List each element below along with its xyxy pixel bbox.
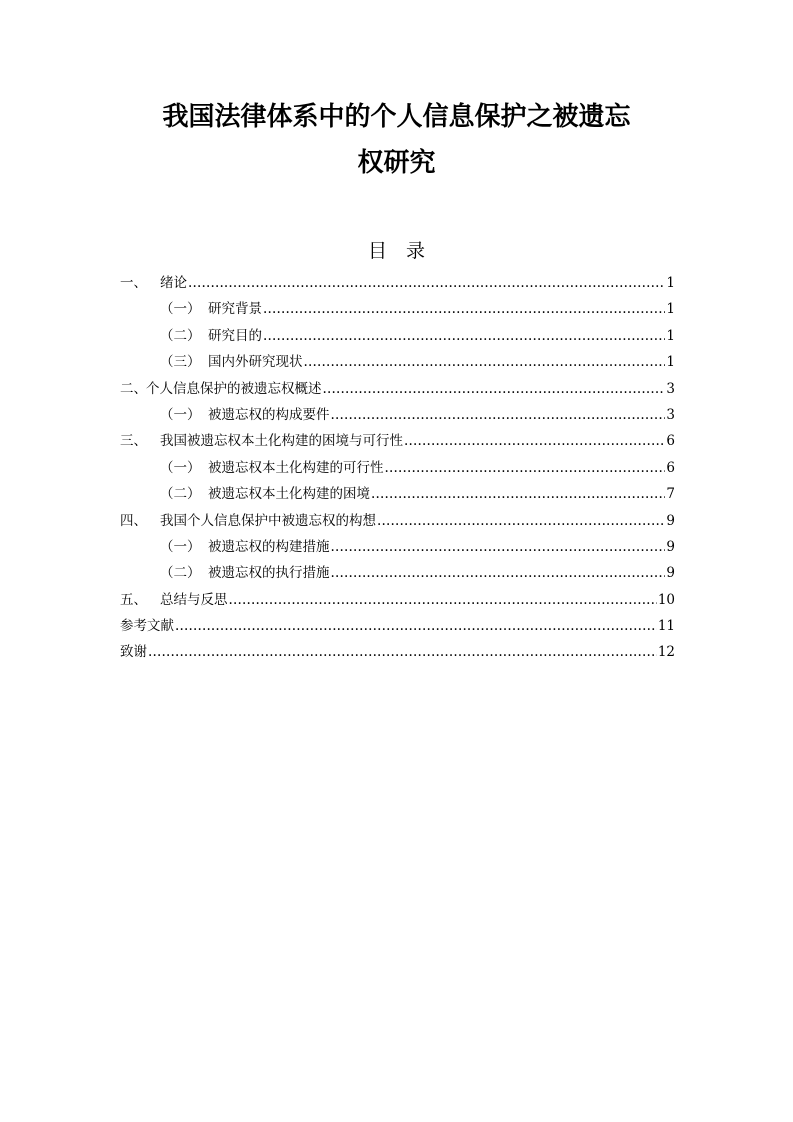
toc-entry-title: 我国被遗忘权本土化构建的困境与可行性 xyxy=(160,433,403,450)
toc-leader-dots xyxy=(385,455,666,481)
toc-entry-title: 被遗忘权的构成要件 xyxy=(208,406,330,423)
toc-entry[interactable] xyxy=(120,481,675,507)
toc-entry[interactable] xyxy=(120,296,675,322)
toc-entry[interactable] xyxy=(120,349,675,375)
toc-entry-number: （二） xyxy=(160,327,201,344)
toc-entry-page: 6 xyxy=(666,433,675,450)
toc-entry[interactable] xyxy=(120,534,675,560)
toc-entry-page: 3 xyxy=(666,380,675,397)
toc-entry-title: 致谢 xyxy=(120,644,147,661)
table-of-contents xyxy=(120,270,675,666)
toc-leader-dots xyxy=(331,402,666,428)
toc-entry-page: 1 xyxy=(666,327,675,344)
toc-entry-page: 1 xyxy=(666,301,675,318)
toc-entry-number: （三） xyxy=(160,354,201,371)
toc-leader-dots xyxy=(263,323,665,349)
toc-entry-number: （一） xyxy=(160,301,201,318)
toc-entry-title: 被遗忘权的构建措施 xyxy=(208,538,330,555)
toc-entry-page: 12 xyxy=(657,644,675,661)
toc-heading: 目 录 xyxy=(367,240,425,262)
toc-entry[interactable] xyxy=(120,639,675,665)
toc-entry-number: （二） xyxy=(160,486,201,503)
toc-leader-dots xyxy=(377,508,665,534)
toc-entry-page: 6 xyxy=(666,459,675,476)
toc-entry-number: 四、 xyxy=(120,512,147,529)
toc-entry-number: （二） xyxy=(160,565,201,582)
toc-entry-title: 被遗忘权的执行措施 xyxy=(208,565,330,582)
toc-entry-number: 三、 xyxy=(120,433,147,450)
toc-leader-dots xyxy=(188,270,665,296)
toc-entry[interactable] xyxy=(120,587,675,613)
toc-leader-dots xyxy=(263,296,665,322)
toc-entry-page: 1 xyxy=(666,275,675,291)
toc-entry-title: 总结与反思 xyxy=(160,591,228,608)
toc-leader-dots xyxy=(175,613,657,639)
toc-entry-title: 被遗忘权本土化构建的困境 xyxy=(208,486,370,503)
toc-entry-page: 9 xyxy=(666,565,675,582)
toc-entry-page: 9 xyxy=(666,512,675,529)
toc-entry-number: （一） xyxy=(160,459,201,476)
toc-entry-title: 参考文献 xyxy=(120,618,174,635)
toc-leader-dots xyxy=(331,560,666,586)
toc-leader-dots xyxy=(304,349,666,375)
toc-entry[interactable] xyxy=(120,270,675,296)
toc-entry[interactable] xyxy=(120,455,675,481)
toc-leader-dots xyxy=(323,376,666,402)
toc-entry-page: 11 xyxy=(657,618,675,635)
toc-entry-number: 一、 xyxy=(120,275,147,291)
toc-entry-page: 3 xyxy=(666,406,675,423)
toc-leader-dots xyxy=(331,534,666,560)
toc-entry-number: 五、 xyxy=(120,591,147,608)
toc-entry[interactable] xyxy=(120,613,675,639)
toc-entry-title: 被遗忘权本土化构建的可行性 xyxy=(208,459,384,476)
toc-entry-page: 7 xyxy=(666,486,675,503)
toc-entry[interactable] xyxy=(120,560,675,586)
toc-entry-page: 9 xyxy=(666,538,675,555)
toc-entry-number: （一） xyxy=(160,538,201,555)
toc-entry[interactable] xyxy=(120,428,675,454)
document-title-line-2: 权研究 xyxy=(357,148,436,178)
toc-entry-title: 研究目的 xyxy=(208,327,262,344)
toc-entry-number: （一） xyxy=(160,406,201,423)
toc-entry-page: 1 xyxy=(666,354,675,371)
toc-leader-dots xyxy=(404,428,665,454)
toc-leader-dots xyxy=(371,481,665,507)
toc-leader-dots xyxy=(148,639,657,665)
toc-entry[interactable] xyxy=(120,376,675,402)
toc-entry-title: 绪论 xyxy=(160,275,187,291)
toc-entry[interactable] xyxy=(120,508,675,534)
toc-entry-title: 研究背景 xyxy=(208,301,262,318)
toc-entry-title: 我国个人信息保护中被遗忘权的构想 xyxy=(160,512,376,529)
toc-entry-title: 国内外研究现状 xyxy=(208,354,303,371)
toc-entry-page: 10 xyxy=(657,591,675,608)
document-title-line-1: 我国法律体系中的个人信息保护之被遗忘 xyxy=(162,102,631,132)
toc-entry-title: 个人信息保护的被遗忘权概述 xyxy=(146,380,322,397)
toc-entry[interactable] xyxy=(120,402,675,428)
toc-entry[interactable] xyxy=(120,323,675,349)
toc-entry-number: 二、 xyxy=(120,380,147,397)
toc-leader-dots xyxy=(229,587,657,613)
